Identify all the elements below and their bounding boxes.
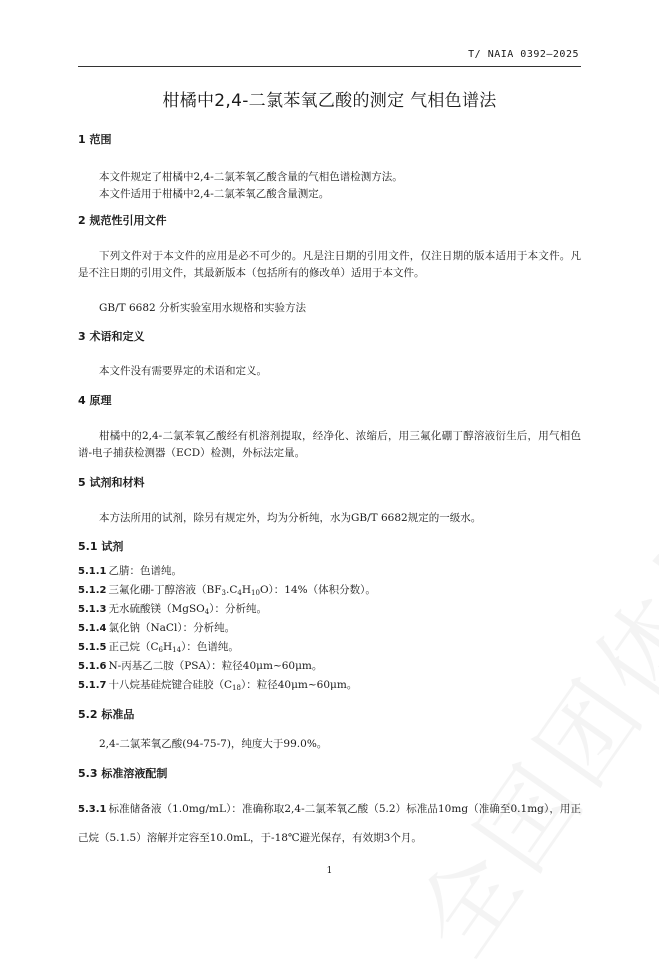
paragraph: 柑橘中的2,4-二氯苯氧乙酸经有机溶剂提取，经净化、浓缩后，用三氟化硼丁醇溶液衍生后，用气相色谱-电子捕获检测器（ECD）检测，外标法定量。 bbox=[78, 430, 581, 459]
section-heading: 5 试剂和材料 bbox=[78, 476, 145, 489]
subsection-heading: 5.3 标准溶液配制 bbox=[78, 767, 168, 780]
subsection-heading: 5.2 标准品 bbox=[78, 708, 135, 721]
item-text: N-丙基乙二胺（PSA）：粒径40μm~60μm。 bbox=[108, 660, 323, 672]
subscript: 10 bbox=[251, 589, 260, 597]
paragraph: 2,4-二氯苯氧乙酸(94-75-7)，纯度大于99.0%。 bbox=[99, 738, 328, 750]
item-number: 5.1.4 bbox=[78, 623, 107, 634]
paragraph: 本文件没有需要界定的术语和定义。 bbox=[99, 365, 267, 377]
list-item bbox=[78, 619, 581, 638]
reference-item: GB/T 6682 分析实验室用水规格和实验方法 bbox=[99, 302, 307, 314]
subscript: 18 bbox=[232, 684, 241, 692]
list-item bbox=[78, 657, 581, 676]
list-item bbox=[78, 562, 581, 581]
document-title: 柑橘中2,4-二氯苯氧乙酸的测定 气相色谱法 bbox=[162, 91, 497, 111]
list-item bbox=[78, 581, 581, 600]
subscript: 4 bbox=[237, 589, 242, 597]
section-heading: 1 范围 bbox=[78, 133, 112, 146]
item-number: 5.1.3 bbox=[78, 604, 107, 615]
item-number: 5.1.6 bbox=[78, 661, 107, 672]
item-text: 无水硫酸镁（MgSO bbox=[108, 603, 205, 615]
paragraph: 本文件适用于柑橘中2,4-二氯苯氧乙酸含量测定。 bbox=[99, 188, 330, 200]
item-number: 5.3.1 bbox=[78, 804, 107, 815]
item-number: 5.1.1 bbox=[78, 566, 107, 577]
item-text: 三氟化硼-丁醇溶液（BF bbox=[108, 584, 222, 596]
header-divider bbox=[78, 66, 581, 67]
item-text: ）：粒径40μm~60μm。 bbox=[240, 679, 358, 691]
item-number: 5.1.7 bbox=[78, 680, 107, 691]
list-item bbox=[78, 638, 581, 657]
list-item bbox=[78, 600, 581, 619]
item-text: .C bbox=[226, 584, 238, 596]
paragraph: 本方法所用的试剂，除另有规定外，均为分析纯，水为GB/T 6682规定的一级水。 bbox=[99, 512, 482, 524]
item-text: H bbox=[241, 584, 252, 596]
section-heading: 4 原理 bbox=[78, 394, 112, 407]
section-heading: 2 规范性引用文件 bbox=[78, 214, 167, 227]
subscript: 3 bbox=[221, 589, 227, 597]
item-text: ）：色谱纯。 bbox=[181, 641, 239, 653]
document-body bbox=[78, 133, 581, 852]
item-text: 正己烷（C bbox=[108, 641, 159, 653]
item-number: 5.1.2 bbox=[78, 585, 107, 596]
subscript: 4 bbox=[204, 608, 210, 616]
list-item bbox=[78, 676, 581, 695]
section-heading: 3 术语和定义 bbox=[78, 330, 145, 343]
page-number: 1 bbox=[326, 866, 333, 876]
item-text: 乙腈：色谱纯。 bbox=[108, 565, 182, 577]
item-text: H bbox=[163, 641, 173, 653]
item-text: 标准储备液（1.0mg/mL）：准确称取2,4-二氯苯氧乙酸（5.2）标准品10mg（准确至0.1mg），用正己烷（5.1.5）溶解并定容至10.0mL，于-18℃避光保存，有效期3个月。 bbox=[78, 803, 581, 844]
subscript: 6 bbox=[158, 646, 163, 654]
standard-code: T/ NAIA 0392—2025 bbox=[468, 49, 579, 60]
item-text: O）：14%（体积分数）。 bbox=[259, 584, 376, 596]
item-text: 十八烷基硅烷键合硅胶（C bbox=[108, 679, 233, 691]
paragraph: 本文件规定了柑橘中2,4-二氯苯氧乙酸含量的气相色谱检测方法。 bbox=[99, 171, 403, 183]
list-item bbox=[78, 795, 581, 852]
subsection-heading: 5.1 试剂 bbox=[78, 540, 124, 553]
subscript: 14 bbox=[172, 646, 182, 654]
paragraph: 下列文件对于本文件的应用是必不可少的。凡是注日期的引用文件，仅注日期的版本适用于本文件。凡是不注日期的引用文件，其最新版本（包括所有的修改单）适用于本文件。 bbox=[78, 250, 581, 279]
item-number: 5.1.5 bbox=[78, 642, 107, 653]
item-text: 氯化钠（NaCl）：分析纯。 bbox=[108, 622, 236, 634]
item-text: ）：分析纯。 bbox=[209, 603, 267, 615]
